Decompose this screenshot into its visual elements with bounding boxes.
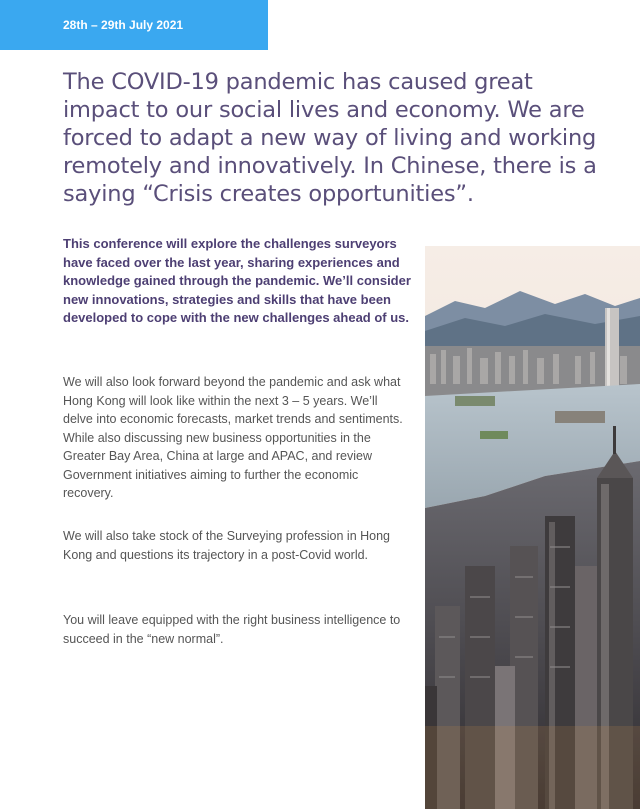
body-paragraph-closing: You will leave equipped with the right business intelligence to succeed in the “new normal”. xyxy=(63,613,401,646)
lead-paragraph: This conference will explore the challenges surveyors have faced over the last year, sharing experiences and knowledge gained through the pandemic. We’ll consider new innovations, strategies and skills that have been developed to cope with the new challenges ahead of us. xyxy=(63,236,411,325)
body-paragraph-outlook: We will also look forward beyond the pandemic and ask what Hong Kong will look like within the next 3 – 5 years. We’ll delve into economic forecasts, market trends and sentiments. While also discussing new business opportunities in the Greater Bay Area, China at large and APAC, and review Government initiatives aiming to further the economic recovery. xyxy=(63,375,403,500)
hong-kong-skyline-photo xyxy=(425,246,640,809)
event-date: 28th – 29th July 2021 xyxy=(63,18,184,32)
date-banner xyxy=(0,0,268,50)
intro-statement: The COVID-19 pandemic has caused great impact to our social lives and economy. We are forced to adapt a new way of living and working remotely and innovatively. In Chinese, there is a saying “Crisis creates opportunities”. xyxy=(63,69,597,207)
body-paragraph-profession: We will also take stock of the Surveying profession in Hong Kong and questions its trajectory in a post-Covid world. xyxy=(63,529,391,562)
